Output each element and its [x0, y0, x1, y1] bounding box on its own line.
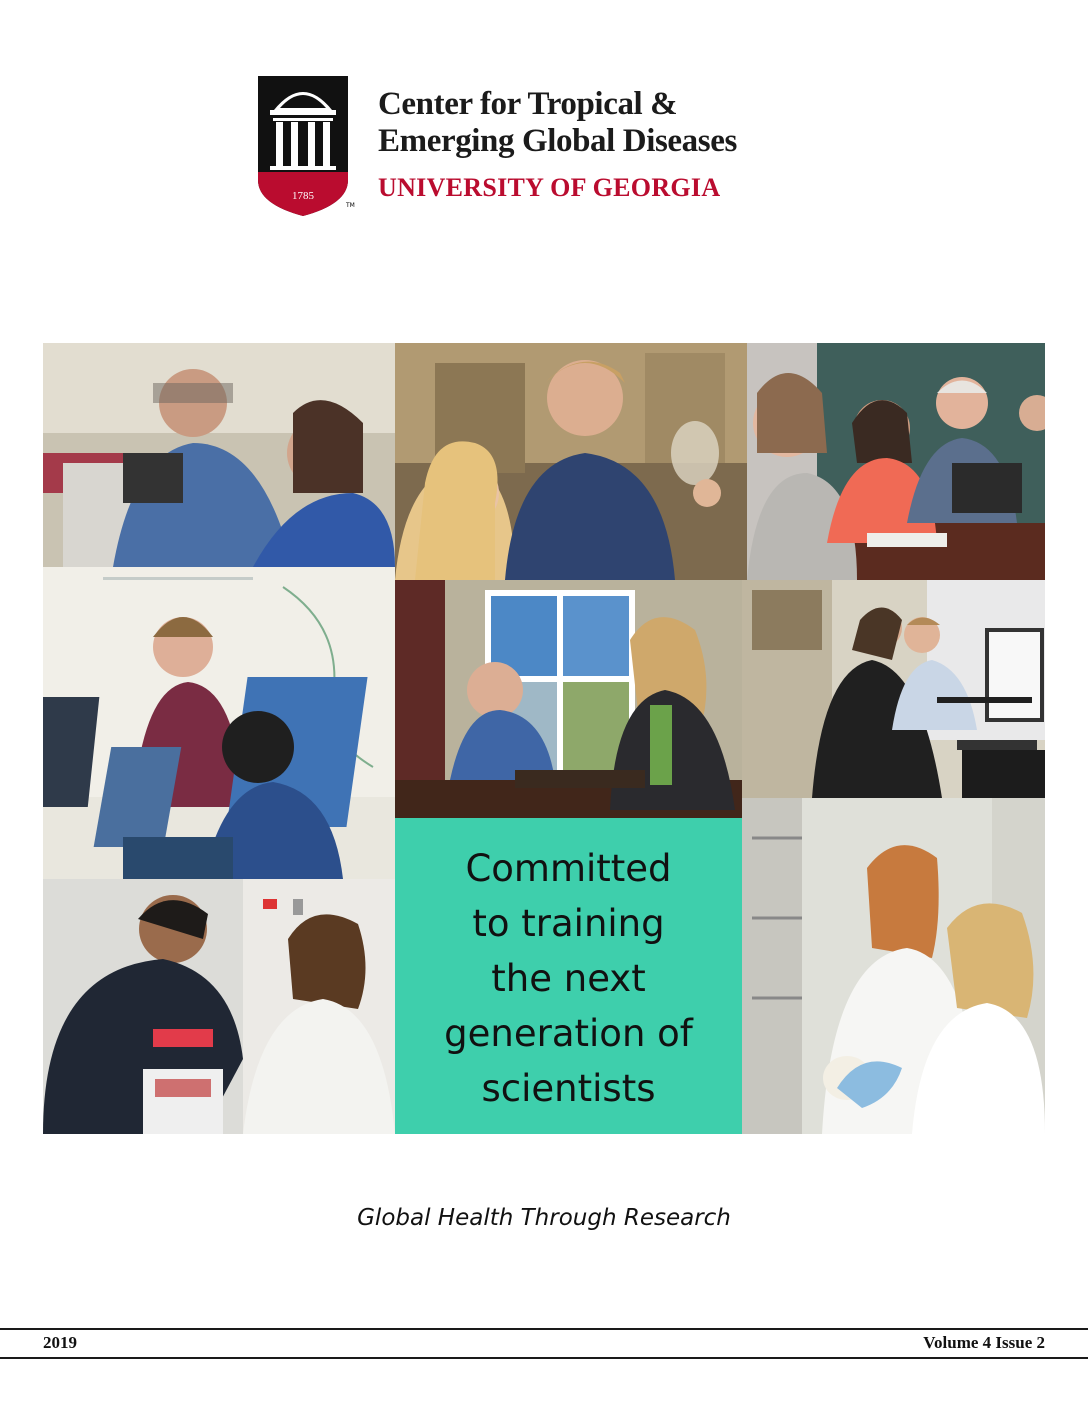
feature-headline [409, 841, 729, 1116]
uga-arch-logo [258, 76, 348, 216]
feature-line1: Committed [465, 846, 672, 890]
university-name: UNIVERSITY OF GEORGIA [378, 173, 721, 202]
photo-sample-handling [43, 879, 395, 1134]
logo-year: 1785 [292, 190, 314, 202]
issue-volume: Volume 4 Issue 2 [923, 1333, 1045, 1352]
photo-collage [43, 343, 1045, 1134]
photo-petri-dish [395, 343, 747, 580]
feature-line4: generation of [444, 1011, 693, 1055]
masthead [258, 76, 858, 216]
feature-box [395, 818, 742, 1134]
photo-window-conversation [395, 580, 742, 818]
center-name [378, 86, 858, 160]
center-name-line2: Emerging Global Diseases [378, 123, 737, 159]
footer-rule-bottom [0, 1357, 1088, 1359]
photo-lab-coats [742, 798, 1045, 1134]
feature-line3: the next [491, 956, 646, 1000]
footer-rule-top [0, 1328, 1088, 1330]
photo-whiteboard-class [43, 567, 395, 879]
feature-line2: to training [472, 901, 665, 945]
center-name-line1: Center for Tropical & [378, 86, 678, 122]
tagline: Global Health Through Research [357, 1205, 731, 1231]
photo-microscope-discussion [43, 343, 395, 567]
issue-year: 2019 [43, 1333, 77, 1352]
feature-line5: scientists [481, 1066, 656, 1110]
photo-group-meeting [747, 343, 1045, 580]
trademark-mark: TM [346, 202, 355, 209]
photo-computer-lab [742, 580, 1045, 798]
